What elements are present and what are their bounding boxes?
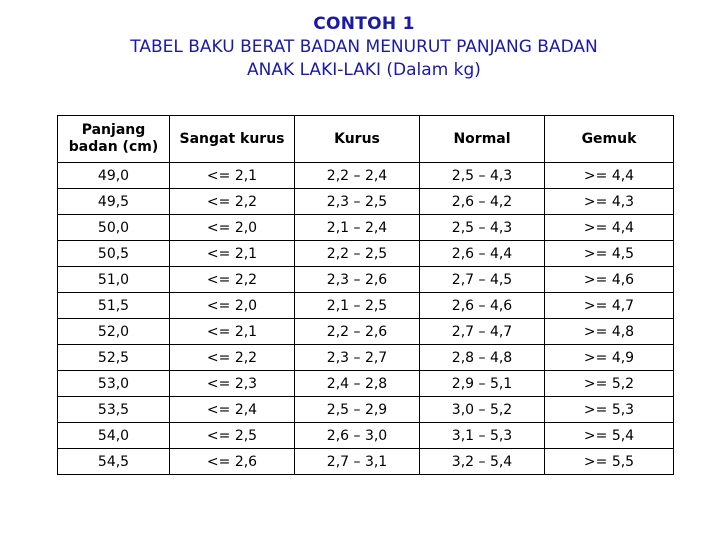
sangat-kurus-cell: <= 2,0	[170, 215, 295, 241]
gemuk-cell: >= 5,4	[545, 423, 674, 449]
sangat-kurus-cell: <= 2,1	[170, 319, 295, 345]
header-gemuk: Gemuk	[545, 116, 674, 163]
kurus-cell: 2,7 – 3,1	[295, 449, 420, 475]
kurus-cell: 2,4 – 2,8	[295, 371, 420, 397]
table-row	[58, 371, 674, 397]
sangat-kurus-cell: <= 2,3	[170, 371, 295, 397]
kurus-cell: 2,1 – 2,4	[295, 215, 420, 241]
header-panjang-badan: Panjang badan (cm)	[58, 116, 170, 163]
kurus-cell: 2,2 – 2,5	[295, 241, 420, 267]
normal-cell: 3,1 – 5,3	[420, 423, 545, 449]
table-row	[58, 163, 674, 189]
panjang-badan-cell: 54,5	[58, 449, 170, 475]
kurus-cell: 2,3 – 2,6	[295, 267, 420, 293]
table-row	[58, 423, 674, 449]
header-normal: Normal	[420, 116, 545, 163]
sangat-kurus-cell: <= 2,5	[170, 423, 295, 449]
panjang-badan-cell: 51,0	[58, 267, 170, 293]
normal-cell: 2,5 – 4,3	[420, 215, 545, 241]
normal-cell: 2,8 – 4,8	[420, 345, 545, 371]
panjang-badan-cell: 49,5	[58, 189, 170, 215]
normal-cell: 2,6 – 4,4	[420, 241, 545, 267]
sangat-kurus-cell: <= 2,1	[170, 241, 295, 267]
table-row	[58, 397, 674, 423]
page-title: CONTOH 1	[313, 14, 415, 34]
panjang-badan-cell: 50,5	[58, 241, 170, 267]
panjang-badan-cell: 52,0	[58, 319, 170, 345]
panjang-badan-cell: 54,0	[58, 423, 170, 449]
table-row	[58, 345, 674, 371]
panjang-badan-cell: 52,5	[58, 345, 170, 371]
normal-cell: 2,6 – 4,6	[420, 293, 545, 319]
panjang-badan-cell: 50,0	[58, 215, 170, 241]
gemuk-cell: >= 4,4	[545, 163, 674, 189]
gemuk-cell: >= 4,6	[545, 267, 674, 293]
gemuk-cell: >= 5,5	[545, 449, 674, 475]
gemuk-cell: >= 4,8	[545, 319, 674, 345]
table-row	[58, 189, 674, 215]
sangat-kurus-cell: <= 2,2	[170, 189, 295, 215]
normal-cell: 3,2 – 5,4	[420, 449, 545, 475]
kurus-cell: 2,3 – 2,7	[295, 345, 420, 371]
table-row	[58, 449, 674, 475]
normal-cell: 2,7 – 4,7	[420, 319, 545, 345]
normal-cell: 2,6 – 4,2	[420, 189, 545, 215]
normal-cell: 3,0 – 5,2	[420, 397, 545, 423]
gemuk-cell: >= 4,4	[545, 215, 674, 241]
gemuk-cell: >= 4,9	[545, 345, 674, 371]
table-header	[58, 116, 674, 163]
sangat-kurus-cell: <= 2,4	[170, 397, 295, 423]
kurus-cell: 2,6 – 3,0	[295, 423, 420, 449]
header-kurus: Kurus	[295, 116, 420, 163]
kurus-cell: 2,2 – 2,4	[295, 163, 420, 189]
kurus-cell: 2,5 – 2,9	[295, 397, 420, 423]
header-sangat-kurus: Sangat kurus	[170, 116, 295, 163]
sangat-kurus-cell: <= 2,1	[170, 163, 295, 189]
table-row	[58, 267, 674, 293]
subtitle-line-1: TABEL BAKU BERAT BADAN MENURUT PANJANG BADAN	[130, 37, 598, 57]
table-row	[58, 215, 674, 241]
subtitle-line-2: ANAK LAKI-LAKI (Dalam kg)	[247, 60, 481, 80]
kurus-cell: 2,2 – 2,6	[295, 319, 420, 345]
gemuk-cell: >= 4,5	[545, 241, 674, 267]
normal-cell: 2,7 – 4,5	[420, 267, 545, 293]
gemuk-cell: >= 4,7	[545, 293, 674, 319]
sangat-kurus-cell: <= 2,2	[170, 345, 295, 371]
table-body	[58, 163, 674, 475]
table-row	[58, 319, 674, 345]
panjang-badan-cell: 49,0	[58, 163, 170, 189]
normal-cell: 2,9 – 5,1	[420, 371, 545, 397]
gemuk-cell: >= 5,2	[545, 371, 674, 397]
panjang-badan-cell: 53,5	[58, 397, 170, 423]
header-row	[58, 116, 674, 163]
panjang-badan-cell: 51,5	[58, 293, 170, 319]
kurus-cell: 2,3 – 2,5	[295, 189, 420, 215]
kurus-cell: 2,1 – 2,5	[295, 293, 420, 319]
table-row	[58, 241, 674, 267]
sangat-kurus-cell: <= 2,0	[170, 293, 295, 319]
sangat-kurus-cell: <= 2,6	[170, 449, 295, 475]
table-row	[58, 293, 674, 319]
weight-table-container	[57, 115, 674, 475]
sangat-kurus-cell: <= 2,2	[170, 267, 295, 293]
gemuk-cell: >= 4,3	[545, 189, 674, 215]
normal-cell: 2,5 – 4,3	[420, 163, 545, 189]
title-block	[0, 12, 728, 82]
panjang-badan-cell: 53,0	[58, 371, 170, 397]
gemuk-cell: >= 5,3	[545, 397, 674, 423]
weight-table	[57, 115, 674, 475]
